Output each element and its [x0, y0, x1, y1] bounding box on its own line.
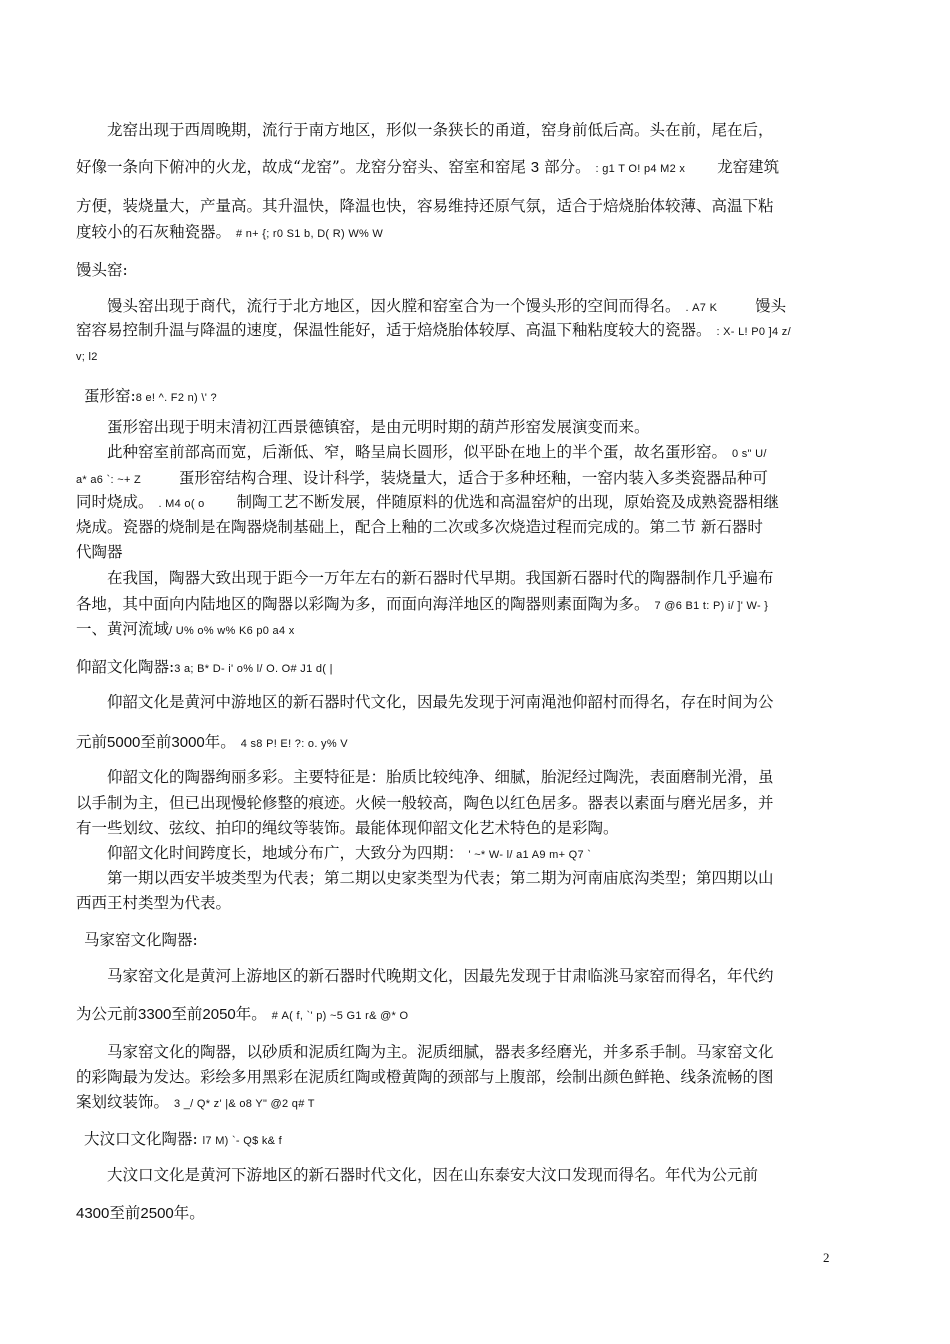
body-text: 西西王村类型为代表。	[76, 894, 232, 912]
paragraph-line	[76, 1201, 876, 1223]
watermark-noise: . A7 K	[685, 302, 718, 314]
watermark-noise: 8 e! ^. F2 n) \' ?	[135, 392, 217, 404]
body-text: 年。	[173, 1204, 205, 1222]
paragraph-line	[76, 891, 876, 913]
paragraph-line	[76, 194, 876, 216]
paragraph-line	[76, 1040, 907, 1062]
body-text: 度较小的石灰釉瓷器。	[76, 223, 232, 241]
paragraph-line	[76, 118, 907, 140]
watermark-noise: l7 M) `- Q$ k& f	[202, 1135, 283, 1147]
watermark-noise: a* a6 `: ~+ Z	[76, 474, 142, 486]
paragraph-line	[76, 440, 907, 462]
paragraph-line	[76, 515, 876, 537]
body-text: 窑容易控制升温与降温的速度，保温性能好，适于焙烧胎体较厚、高温下釉粘度较大的瓷器。	[76, 321, 712, 339]
body-text: 有一些划纹、弦纹、拍印的绳纹等装饰。最能体现仰韶文化艺术特色的是彩陶。	[76, 819, 619, 837]
body-text: 年。	[235, 1005, 267, 1023]
body-number: 2050	[202, 1006, 236, 1023]
paragraph-line	[76, 791, 876, 813]
paragraph-line	[76, 841, 907, 863]
paragraph-line	[76, 866, 907, 888]
paragraph-line	[76, 490, 876, 512]
body-text: 龙窑建筑	[717, 158, 780, 176]
watermark-noise: : g1 T O! p4 M2 x	[595, 163, 686, 175]
watermark-noise: 3 _/ Q* z' |& o8 Y" @2 q# T	[173, 1098, 315, 1110]
paragraph-line	[76, 1163, 907, 1185]
watermark-noise: v; l2	[76, 351, 98, 363]
body-text: 烧成。瓷器的烧制是在陶器烧制基础上，配合上釉的二次或多次烧造过程而完成的。第二节 新石器时	[76, 518, 763, 536]
paragraph-line	[76, 155, 876, 177]
body-text: 第一期以西安半坡类型为代表；第二期以史家类型为代表；第二期为河南庙底沟类型；第四期以山	[107, 869, 774, 887]
paragraph-line	[76, 1090, 876, 1112]
paragraph-line	[76, 318, 876, 340]
body-text: 蛋形窑出现于明末清初江西景德镇窑，是由元明时期的葫芦形窑发展演变而来。	[107, 418, 650, 436]
watermark-noise: . M4 o( o	[158, 498, 205, 510]
body-text: 此种窑室前部高而宽，后渐低、窄，略呈扁长圆形，似平卧在地上的半个蛋，故名蛋形窑。	[107, 443, 728, 461]
paragraph-line	[76, 730, 876, 752]
heading-text: 大汶口文化陶器:	[84, 1130, 198, 1148]
body-text: 元前	[76, 733, 108, 751]
body-text: 制陶工艺不断发展，伴随原料的优选和高温窑炉的出现，原始瓷及成熟瓷器相继	[236, 493, 779, 511]
watermark-noise: 3 a; B* D- i' o% l/ O. O# J1 d( |	[174, 663, 333, 675]
watermark-noise: : X- L! P0 ]4 z/	[716, 326, 791, 338]
subsection-title: 一、黄河流域	[76, 620, 170, 638]
watermark-noise: 0 s" U/	[731, 448, 767, 460]
body-text: 在我国，陶器大致出现于距今一万年左右的新石器时代早期。我国新石器时代的陶器制作几乎遍布	[107, 569, 774, 587]
paragraph-line	[76, 816, 876, 838]
section-heading	[76, 655, 876, 677]
body-text: 馒头	[755, 297, 787, 315]
watermark-noise: # A( f, `' p) ~5 G1 r& @* O	[271, 1010, 409, 1022]
body-text: 马家窑文化是黄河上游地区的新石器时代晚期文化，因最先发现于甘肃临洮马家窑而得名，年代约	[107, 967, 774, 985]
body-text: 好像一条向下俯冲的火龙，故成“龙窑”。龙窑分窑头、窑室和窑尾	[76, 158, 526, 176]
paragraph-line	[76, 346, 876, 364]
body-text: 至前	[171, 1005, 203, 1023]
watermark-noise: / U% o% w% K6 p0 a4 x	[169, 625, 295, 637]
paragraph-line	[76, 617, 876, 639]
body-text: 年。	[204, 733, 236, 751]
heading-text: 蛋形窑:	[84, 387, 136, 405]
paragraph-line	[76, 466, 876, 488]
body-number: 3300	[138, 1006, 172, 1023]
paragraph-line	[76, 220, 876, 242]
body-text: 代陶器	[76, 543, 123, 561]
watermark-noise: # n+ {; r0 S1 b, D( R) W% W	[235, 228, 384, 240]
watermark-noise: ' ~* W- l/ a1 A9 m+ Q7 `	[468, 849, 592, 861]
paragraph-line	[76, 964, 907, 986]
body-text: 蛋形窑结构合理、设计科学，装烧量大，适合于多种坯釉，一窑内装入多类瓷器品种可	[178, 469, 768, 487]
heading-text: 仰韶文化陶器:	[76, 658, 175, 676]
body-text: 至前	[109, 1204, 141, 1222]
body-number: 5000	[107, 734, 141, 751]
body-text: 以手制为主，但已出现慢轮修整的痕迹。火候一般较高，陶色以红色居多。器表以素面与磨光居多，并	[76, 794, 774, 812]
body-text: 部分。	[544, 158, 591, 176]
section-heading	[84, 1127, 884, 1149]
watermark-noise: 4 s8 P! E! ?: o. y% V	[240, 738, 348, 750]
paragraph-line	[76, 1002, 876, 1024]
body-text: 仰韶文化是黄河中游地区的新石器时代文化，因最先发现于河南渑池仰韶村而得名，存在时间为公	[107, 693, 774, 711]
body-text: 方便，装烧量大，产量高。其升温快，降温也快，容易维持还原气氛，适合于焙烧胎体较薄、高温下粘	[76, 197, 774, 215]
page-number: 2	[823, 1250, 830, 1265]
watermark-noise: 7 @6 B1 t: P) i/ ]' W- }	[654, 600, 769, 612]
body-number: 3	[530, 159, 540, 176]
body-text: 大汶口文化是黄河下游地区的新石器时代文化，因在山东泰安大汶口发现而得名。年代为公元前	[107, 1166, 759, 1184]
section-heading	[76, 258, 876, 280]
body-text: 各地，其中面向内陆地区的陶器以彩陶为多，而面向海洋地区的陶器则素面陶为多。	[76, 595, 650, 613]
body-number: 4300	[76, 1205, 110, 1222]
paragraph-line	[76, 1065, 876, 1087]
body-text: 仰韶文化的陶器绚丽多彩。主要特征是：胎质比较纯净、细腻，胎泥经过陶洗，表面磨制光滑，虽	[107, 768, 774, 786]
body-number: 3000	[171, 734, 205, 751]
body-text: 仰韶文化时间跨度长，地域分布广，大致分为四期：	[107, 844, 464, 862]
paragraph-line	[76, 765, 907, 787]
paragraph-line	[76, 566, 907, 588]
body-text: 馒头窑出现于商代，流行于北方地区，因火膛和窑室合为一个馒头形的空间而得名。	[107, 297, 681, 315]
body-text: 案划纹装饰。	[76, 1093, 170, 1111]
paragraph-line	[76, 690, 907, 712]
body-number: 2500	[140, 1205, 174, 1222]
body-text: 为公元前	[76, 1005, 139, 1023]
body-text: 马家窑文化的陶器，以砂质和泥质红陶为主。泥质细腻，器表多经磨光，并多系手制。马家窑文化	[107, 1043, 774, 1061]
body-text: 的彩陶最为发达。彩绘多用黑彩在泥质红陶或橙黄陶的颈部与上腹部，绘制出颜色鲜艳、线条流畅的图	[76, 1068, 774, 1086]
body-text: 龙窑出现于西周晚期，流行于南方地区，形似一条狭长的甬道，窑身前低后高。头在前，尾在后，	[107, 121, 774, 139]
section-heading	[84, 384, 884, 406]
paragraph-line	[76, 415, 907, 437]
heading-text: 马家窑文化陶器:	[84, 931, 198, 949]
heading-text: 馒头窑:	[76, 261, 128, 279]
paragraph-line	[76, 540, 876, 562]
paragraph-line	[76, 294, 907, 316]
body-text: 至前	[140, 733, 172, 751]
paragraph-line	[76, 592, 876, 614]
section-heading	[84, 928, 884, 950]
body-text: 同时烧成。	[76, 493, 154, 511]
